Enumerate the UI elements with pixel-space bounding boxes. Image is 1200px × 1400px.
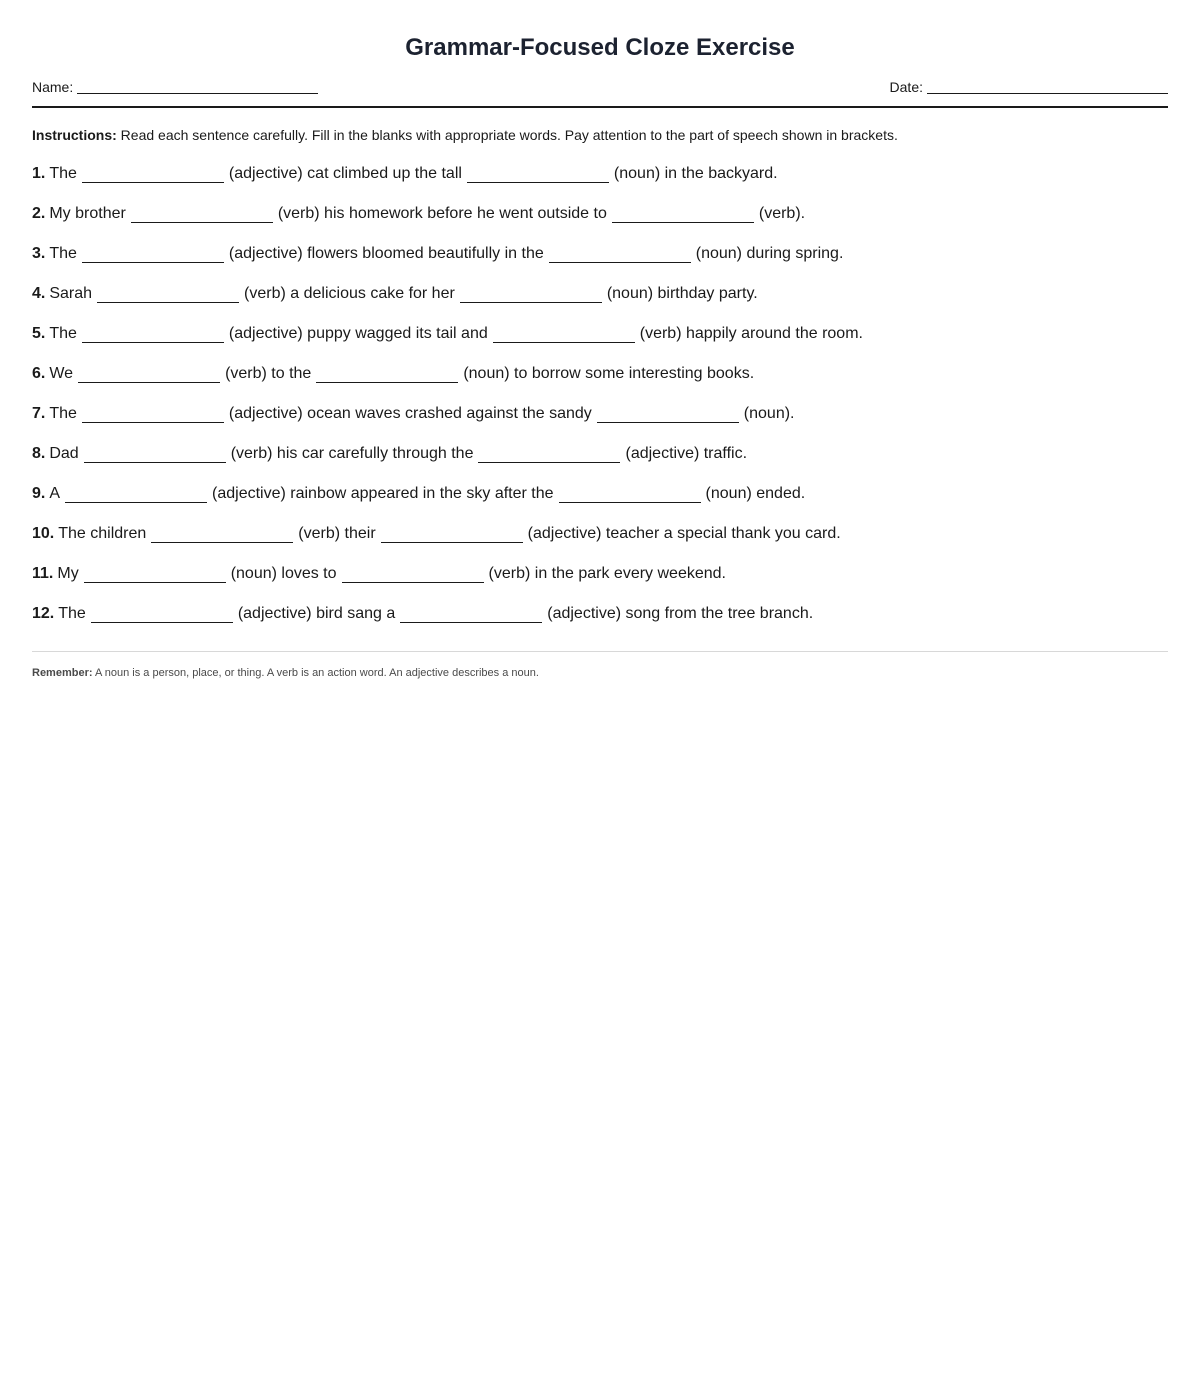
answer-blank[interactable] [612, 206, 754, 223]
question-end-text: (verb). [758, 205, 806, 222]
answer-blank[interactable] [82, 246, 224, 263]
question-lead-text: My brother [49, 205, 126, 222]
name-field [32, 78, 318, 96]
answer-blank[interactable] [97, 286, 239, 303]
question-middle-text: (adjective) ocean waves crashed against the sandy [228, 405, 592, 422]
question-end-text: (verb) in the park every weekend. [488, 565, 726, 582]
answer-blank[interactable] [342, 566, 484, 583]
question-number: 3. [32, 245, 46, 262]
answer-blank[interactable] [82, 166, 224, 183]
question-middle-text: (adjective) bird sang a [237, 605, 396, 622]
question-middle-text: (verb) his car carefully through the [230, 445, 474, 462]
question-lead-text: My [57, 565, 79, 582]
answer-blank[interactable] [84, 566, 226, 583]
question-number: 2. [32, 205, 46, 222]
question-end-text: (noun) birthday party. [606, 285, 758, 302]
question-list [32, 154, 1168, 634]
question-number: 4. [32, 285, 46, 302]
question-lead-text: The children [58, 525, 147, 542]
question-row [32, 474, 1168, 514]
question-lead-text: The [49, 245, 77, 262]
question-lead-text: Dad [49, 445, 79, 462]
question-number: 7. [32, 405, 46, 422]
question-row [32, 434, 1168, 474]
question-lead-text: Sarah [49, 285, 93, 302]
question-number: 8. [32, 445, 46, 462]
worksheet-page [32, 0, 1168, 680]
question-lead-text: The [49, 325, 77, 342]
question-end-text: (noun) ended. [705, 485, 806, 502]
question-lead-text: The [58, 605, 86, 622]
instructions [32, 126, 1168, 144]
date-label: Date: [889, 79, 923, 95]
page-title: Grammar-Focused Cloze Exercise [405, 34, 795, 61]
answer-blank[interactable] [478, 446, 620, 463]
question-number: 10. [32, 525, 55, 542]
question-middle-text: (verb) his homework before he went outside to [277, 205, 607, 222]
question-end-text: (verb) happily around the room. [639, 325, 863, 342]
question-number: 12. [32, 605, 55, 622]
question-end-text: (adjective) traffic. [625, 445, 748, 462]
name-input-line[interactable] [77, 79, 318, 94]
remember-label: Remember: [32, 667, 93, 679]
answer-blank[interactable] [381, 526, 523, 543]
question-middle-text: (adjective) puppy wagged its tail and [228, 325, 488, 342]
instructions-label: Instructions: [32, 127, 117, 143]
question-row [32, 354, 1168, 394]
date-field [890, 78, 1168, 96]
answer-blank[interactable] [316, 366, 458, 383]
answer-blank[interactable] [131, 206, 273, 223]
question-end-text: (noun) to borrow some interesting books. [463, 365, 755, 382]
question-row [32, 514, 1168, 554]
question-middle-text: (verb) their [298, 525, 376, 542]
answer-blank[interactable] [493, 326, 635, 343]
remember-note [32, 651, 1168, 680]
answer-blank[interactable] [78, 366, 220, 383]
answer-blank[interactable] [559, 486, 701, 503]
question-row [32, 234, 1168, 274]
answer-blank[interactable] [400, 606, 542, 623]
answer-blank[interactable] [91, 606, 233, 623]
name-label: Name: [32, 79, 74, 95]
question-row [32, 154, 1168, 194]
question-number: 5. [32, 325, 46, 342]
question-row [32, 394, 1168, 434]
question-end-text: (adjective) teacher a special thank you card. [527, 525, 841, 542]
question-middle-text: (adjective) flowers bloomed beautifully in the [228, 245, 544, 262]
date-input-line[interactable] [927, 79, 1168, 94]
answer-blank[interactable] [597, 406, 739, 423]
question-number: 1. [32, 165, 46, 182]
question-end-text: (noun) during spring. [695, 245, 844, 262]
header-fields [32, 78, 1168, 108]
answer-blank[interactable] [65, 486, 207, 503]
question-number: 11. [32, 565, 54, 582]
question-row [32, 194, 1168, 234]
question-lead-text: We [49, 365, 74, 382]
question-row [32, 554, 1168, 594]
answer-blank[interactable] [467, 166, 609, 183]
question-middle-text: (adjective) rainbow appeared in the sky after the [212, 485, 554, 502]
remember-text: A noun is a person, place, or thing. A verb is an action word. An adjective describes a noun. [94, 667, 539, 679]
question-row [32, 274, 1168, 314]
question-row [32, 314, 1168, 354]
question-lead-text: A [49, 485, 61, 502]
answer-blank[interactable] [460, 286, 602, 303]
question-number: 6. [32, 365, 46, 382]
question-middle-text: (verb) a delicious cake for her [244, 285, 455, 302]
question-end-text: (noun) in the backyard. [613, 165, 778, 182]
instructions-text: Read each sentence carefully. Fill in the blanks with appropriate words. Pay attention to the part of speech shown in brackets. [120, 127, 898, 143]
answer-blank[interactable] [82, 406, 224, 423]
question-row [32, 594, 1168, 634]
question-middle-text: (adjective) cat climbed up the tall [228, 165, 462, 182]
answer-blank[interactable] [151, 526, 293, 543]
question-middle-text: (verb) to the [225, 365, 312, 382]
answer-blank[interactable] [84, 446, 226, 463]
answer-blank[interactable] [82, 326, 224, 343]
question-lead-text: The [49, 405, 77, 422]
answer-blank[interactable] [549, 246, 691, 263]
question-lead-text: The [49, 165, 77, 182]
question-end-text: (adjective) song from the tree branch. [547, 605, 814, 622]
question-end-text: (noun). [743, 405, 795, 422]
question-middle-text: (noun) loves to [230, 565, 337, 582]
question-number: 9. [32, 485, 46, 502]
